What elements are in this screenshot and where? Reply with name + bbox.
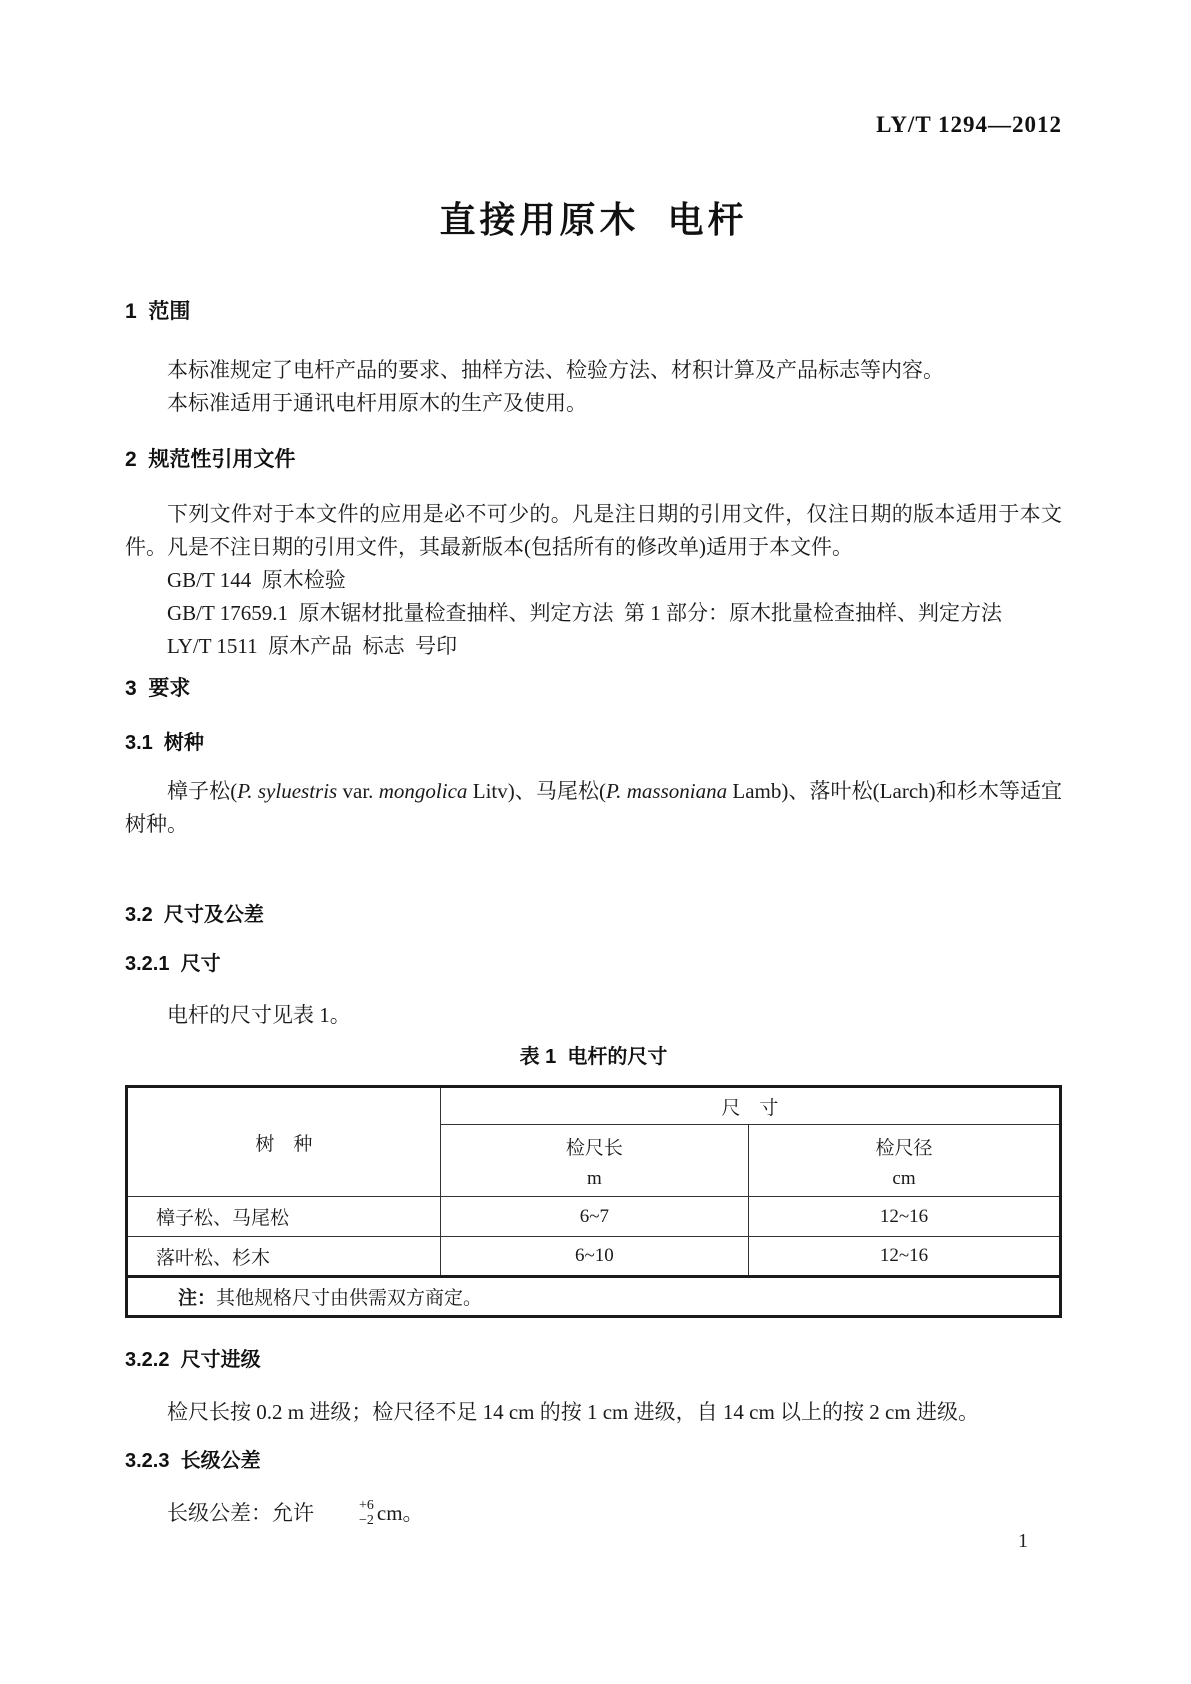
table1-row-pine bbox=[127, 1197, 1061, 1237]
page-content bbox=[125, 0, 1062, 1530]
species-text-4: Lamb)、落叶松(Larch)和杉木等适宜树种。 bbox=[125, 779, 1063, 836]
table1-cell-length-larch: 6~10 bbox=[440, 1237, 748, 1277]
size-gradation-paragraph: 检尺长按 0.2 m 进级；检尺径不足 14 cm 的按 1 cm 进级，自 14 cm 以上的按 2 cm 进级。 bbox=[167, 1400, 979, 1424]
species-latin-3: P. massoniana bbox=[606, 779, 728, 803]
species-text-3: Litv)、马尾松( bbox=[467, 779, 607, 803]
document-title: 直接用原木 电杆 bbox=[439, 199, 748, 240]
table1-cell-species-larch: 落叶松、杉木 bbox=[127, 1237, 441, 1277]
table1-header-row-1 bbox=[127, 1087, 1061, 1125]
table1-header-length-unit: m bbox=[587, 1167, 602, 1189]
length-tolerance-paragraph bbox=[125, 1497, 1062, 1530]
heading-dimensions-tolerances: 3.2 尺寸及公差 bbox=[125, 904, 264, 926]
heading-tree-species: 3.1 树种 bbox=[125, 732, 204, 754]
table1-header-species: 树 种 bbox=[127, 1087, 441, 1197]
table1-header-length-name: 检尺长 bbox=[565, 1137, 623, 1159]
tree-species-paragraph bbox=[125, 775, 1062, 841]
table1-row-larch bbox=[127, 1237, 1061, 1277]
species-latin-1: P. syluestris bbox=[237, 779, 338, 803]
tolerance-minus-value: −2 bbox=[359, 1513, 374, 1529]
table1-cell-diameter-pine: 12~16 bbox=[749, 1197, 1061, 1237]
table1-note-label: 注： bbox=[178, 1288, 217, 1309]
tolerance-plus-value: +6 bbox=[359, 1498, 374, 1514]
standard-number: LY/T 1294—2012 bbox=[876, 112, 1062, 137]
reference-gbt144: GB/T 144 原木检验 bbox=[167, 568, 346, 592]
table1-cell-length-pine: 6~7 bbox=[440, 1197, 748, 1237]
heading-length-tolerance: 3.2.3 长级公差 bbox=[125, 1450, 261, 1472]
tolerance-text-prefix: 长级公差：允许 bbox=[167, 1501, 314, 1525]
reference-lyt1511: LY/T 1511 原木产品 标志 号印 bbox=[167, 634, 458, 658]
page-number: 1 bbox=[1018, 1530, 1028, 1552]
species-text-1: 樟子松( bbox=[167, 779, 238, 803]
table1-pole-dimensions bbox=[125, 1085, 1062, 1318]
tolerance-text-suffix: cm。 bbox=[376, 1501, 424, 1525]
heading-dimensions: 3.2.1 尺寸 bbox=[125, 953, 221, 975]
normative-intro-paragraph: 下列文件对于本文件的应用是必不可少的。凡是注日期的引用文件，仅注日期的版本适用于本文件。凡是不注日期的引用文件，其最新版本(包括所有的修改单)适用于本文件。 bbox=[125, 502, 1062, 559]
document-header bbox=[125, 112, 1062, 142]
table1-cell-diameter-larch: 12~16 bbox=[749, 1237, 1061, 1277]
table1-note-row bbox=[127, 1277, 1061, 1317]
tolerance-notation bbox=[314, 1498, 377, 1528]
heading-normative-references: 2 规范性引用文件 bbox=[125, 448, 296, 471]
reference-gbt17659: GB/T 17659.1 原木锯材批量检查抽样、判定方法 第 1 部分：原木批量检查抽样、判定方法 bbox=[167, 601, 1002, 625]
scope-paragraph-2: 本标准适用于通讯电杆用原木的生产及使用。 bbox=[167, 391, 587, 415]
dimensions-paragraph: 电杆的尺寸见表 1。 bbox=[167, 1003, 351, 1027]
table1-note-text: 其他规格尺寸由供需双方商定。 bbox=[216, 1288, 483, 1309]
heading-scope: 1 范围 bbox=[125, 300, 191, 323]
table1-header-size: 尺 寸 bbox=[440, 1087, 1060, 1125]
species-latin-2: mongolica bbox=[378, 779, 468, 803]
table1-header-diameter-unit: cm bbox=[892, 1167, 916, 1189]
table1-title: 表 1 电杆的尺寸 bbox=[519, 1046, 668, 1068]
scope-paragraph-1: 本标准规定了电杆产品的要求、抽样方法、检验方法、材积计算及产品标志等内容。 bbox=[167, 358, 944, 382]
species-text-2: var. bbox=[337, 779, 379, 803]
table1-header-length bbox=[440, 1125, 748, 1197]
heading-requirements: 3 要求 bbox=[125, 677, 191, 700]
table1-cell-species-pine: 樟子松、马尾松 bbox=[127, 1197, 441, 1237]
table1-header-diameter-name: 检尺径 bbox=[875, 1137, 933, 1159]
table1-note-cell bbox=[127, 1277, 1061, 1317]
table1-header-diameter bbox=[749, 1125, 1061, 1197]
heading-size-gradation: 3.2.2 尺寸进级 bbox=[125, 1349, 261, 1371]
